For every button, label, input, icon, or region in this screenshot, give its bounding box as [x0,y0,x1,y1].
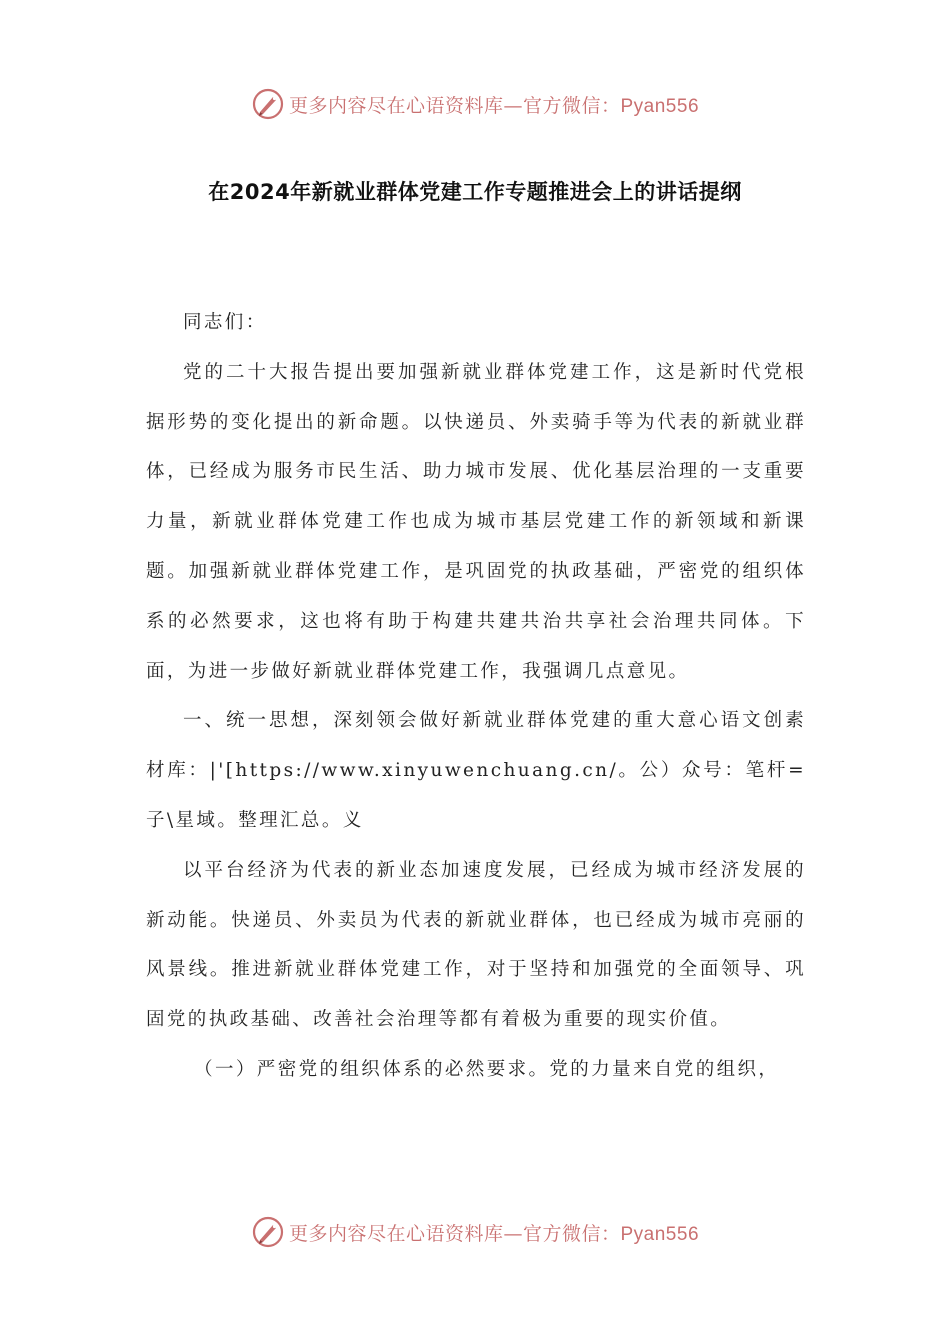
body-paragraph: 以平台经济为代表的新业态加速度发展，已经成为城市经济发展的新动能。快递员、外卖员为代表的新就业群体，也已经成为城市亮丽的风景线。推进新就业群体党建工作，对于坚持和加强党的全面领导、巩固党的执政基础、改善社会治理等都有着极为重要的现实价值。 [146,859,806,1031]
watermark-wechat-id: Pyan556 [620,1223,700,1245]
watermark-main-text: 更多内容尽在心语资料库—官方微信： [288,94,621,117]
watermark-main-text: 更多内容尽在心语资料库—官方微信： [288,1222,621,1245]
watermark-text [289,91,699,118]
body-paragraph: 党的二十大报告提出要加强新就业群体党建工作，这是新时代党根据形势的变化提出的新命题。以快递员、外卖骑手等为代表的新就业群体，已经成为服务市民生活、助力城市发展、优化基层治理的一支重要力量，新就业群体党建工作也成为城市基层党建工作的新领域和新课题。加强新就业群体党建工作，是巩固党的执政基础，严密党的组织体系的必然要求，这也将有助于构建共建共治共享社会治理共同体。下面，为进一步做好新就业群体党建工作，我强调几点意见。 [146,361,806,682]
section-heading-paragraph: 一、统一思想，深刻领会做好新就业群体党建的重大意心语文创素材库：|'[https://www.xinyuwenchuang.cn/。公）众号：笔杆=子\星域。整理汇总。义 [146,710,806,831]
pen-nib-logo-icon [251,87,285,121]
pen-nib-logo-icon [251,1215,285,1249]
document-body [146,298,806,1095]
watermark-text [289,1219,699,1246]
subsection-paragraph: （一）严密党的组织体系的必然要求。党的力量来自党的组织， [194,1058,780,1080]
greeting-paragraph: 同志们： [183,312,267,333]
footer-watermark-banner [0,1212,950,1252]
watermark-wechat-id: Pyan556 [620,95,700,117]
header-watermark-banner [0,84,950,124]
document-title: 在2024年新就业群体党建工作专题推进会上的讲话提纲 [208,180,742,204]
